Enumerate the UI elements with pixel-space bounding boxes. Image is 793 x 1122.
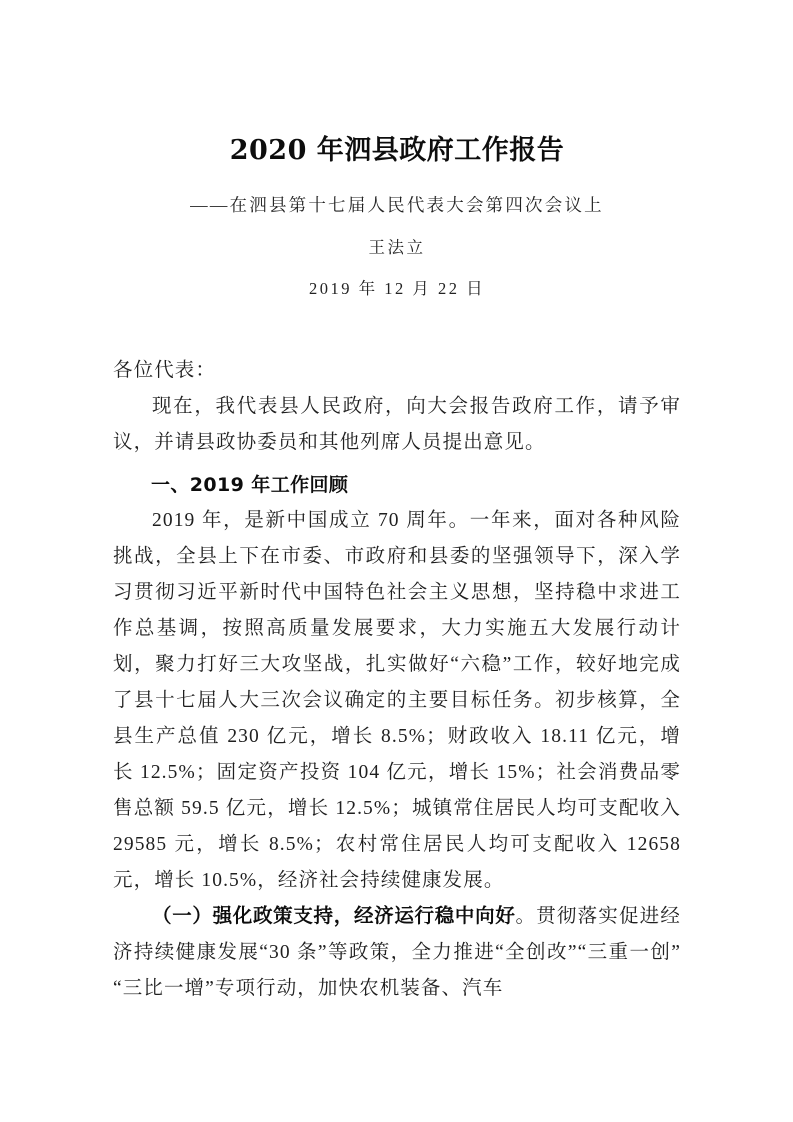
document-subtitle: ——在泗县第十七届人民代表大会第四次会议上 [190,195,604,215]
subsection-one-label: （一）强化政策支持，经济运行稳中向好 [152,906,516,927]
page-title: 2020 年泗县政府工作报告 [229,135,565,166]
section-heading-2019-review: 一、2019 年工作回顾 [151,474,349,496]
document-content-column [113,0,681,1007]
subsection-one-text: 。贯彻落实促进经济持续健康发展“30 条”等政策，全力推进“全创改”“三重一创”“三比一增”专项行动，加快农机装备、汽车 [113,906,681,999]
intro-paragraph: 现在，我代表县人民政府，向大会报告政府工作，请予审议，并请县政协委员和其他列席人员提出意见。 [113,396,681,453]
document-date: 2019 年 12 月 22 日 [308,279,486,298]
review-paragraph: 2019 年，是新中国成立 70 周年。一年来，面对各种风险挑战，全县上下在市委、市政府和县委的坚强领导下，深入学习贯彻习近平新时代中国特色社会主义思想，坚持稳中求进工作总基调，按照高质量发展要求，大力实施五大发展行动计划，聚力打好三大攻坚战，扎实做好“六稳”工作，较好地完成了县十七届人大三次会议确定的主要目标任务。初步核算，全县生产总值 230 亿元，增长 8.5%；财政收入 18.11 亿元，增长 12.5%；固定资产投资 104 亿元，增长 15%；社会消费品零售总额 59.5 亿元，增长 12.5%；城镇常住居民人均可支配收入 29585 元，增长 8.5%；农村常住居民人均可支配收入 12658 元，增长 10.5%，经济社会持续健康发展。 [113,510,681,891]
subsection-one-paragraph [113,899,681,1007]
salutation: 各位代表： [113,360,217,381]
document-author: 王法立 [368,238,426,257]
